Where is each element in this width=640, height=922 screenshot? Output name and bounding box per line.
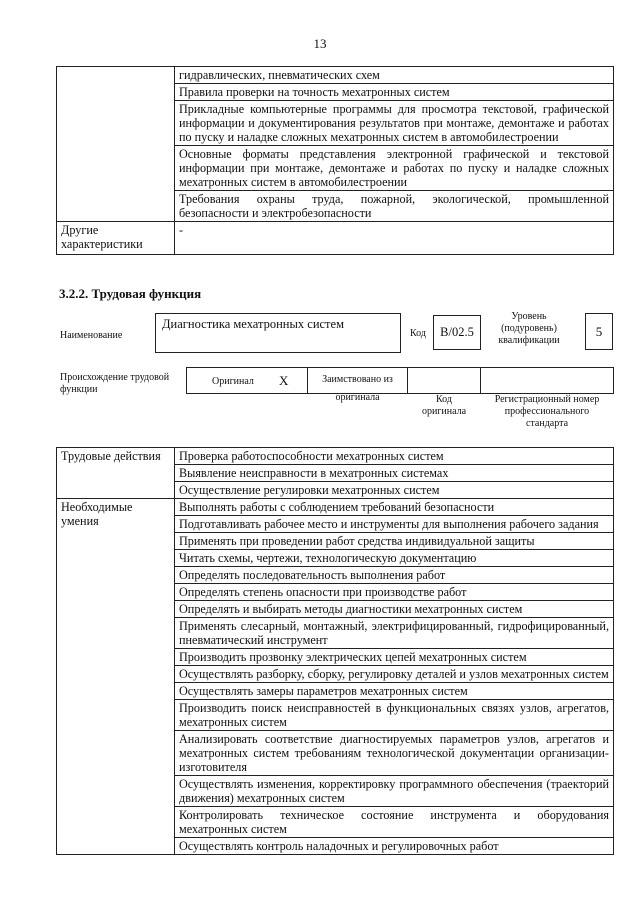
skill-row: Применять слесарный, монтажный, электрифицированный, гидрофицированный, пневматический инструмент	[175, 618, 614, 649]
code-caption: Код оригинала	[421, 394, 467, 417]
skill-row: Осуществлять контроль наладочных и регулировочных работ	[175, 838, 614, 855]
skills-label: Необходимые умения	[57, 499, 175, 855]
skill-row: Осуществлять изменения, корректировку программного обеспечения (траекторий движения) мехатронных систем	[175, 776, 614, 807]
knowledge-row: Основные форматы представления электронной графической и текстовой информации при монтаже, демонтаже и работах по пуску и наладке сложных мехатронных систем в автомобилестроении	[175, 146, 614, 191]
origin-label: Происхождение трудовой функции	[60, 372, 170, 395]
skill-row: Осуществлять разборку, сборку, регулировку деталей и узлов мехатронных систем	[175, 666, 614, 683]
skill-row: Определять степень опасности при производстве работ	[175, 584, 614, 601]
skill-row: Определять последовательность выполнения работ	[175, 567, 614, 584]
skill-row: Осуществлять замеры параметров мехатронных систем	[175, 683, 614, 700]
section-title: 3.2.2. Трудовая функция	[59, 286, 202, 301]
skill-row: Контролировать техническое состояние инструмента и оборудования мехатронных систем	[175, 807, 614, 838]
other-characteristics-label: Другие характеристики	[57, 222, 175, 255]
function-details-table	[56, 447, 614, 855]
code-box	[433, 315, 481, 350]
function-name-box	[155, 313, 401, 353]
origin-reg-cell	[480, 367, 614, 394]
original-mark: X	[279, 373, 289, 388]
origin-code-cell	[407, 367, 481, 394]
action-row: Осуществление регулировки мехатронных систем	[175, 482, 614, 499]
skill-row: Производить поиск неисправностей в функциональных связях узлов, агрегатов, мехатронных систем	[175, 700, 614, 731]
skill-row: Определять и выбирать методы диагностики мехатронных систем	[175, 601, 614, 618]
skill-row: Читать схемы, чертежи, технологическую документацию	[175, 550, 614, 567]
skill-row: Выполнять работы с соблюдением требований безопасности	[175, 499, 614, 516]
original-label: Оригинал	[212, 376, 254, 387]
knowledge-table	[56, 66, 614, 255]
actions-label: Трудовые действия	[57, 448, 175, 499]
skill-row: Анализировать соответствие диагностируемых параметров узлов, агрегатов и мехатронных систем требованиям технологической документации организации-изготовителя	[175, 731, 614, 776]
skill-row: Производить прозвонку электрических цепей мехатронных систем	[175, 649, 614, 666]
action-row: Проверка работоспособности мехатронных систем	[175, 448, 614, 465]
skill-row: Применять при проведении работ средства индивидуальной защиты	[175, 533, 614, 550]
action-row: Выявление неисправности в мехатронных системах	[175, 465, 614, 482]
empty-label-cell	[57, 67, 175, 222]
borrowed-label: Заимствовано из оригинала	[322, 374, 393, 403]
origin-borrowed-cell	[307, 367, 408, 403]
other-characteristics-value: -	[175, 222, 614, 255]
knowledge-row: Требования охраны труда, пожарной, экологической, промышленной безопасности и электробезопасности	[175, 191, 614, 222]
level-value: 5	[595, 324, 603, 339]
function-name-value: Диагностика мехатронных систем	[162, 317, 344, 331]
knowledge-row: Правила проверки на точность мехатронных систем	[175, 84, 614, 101]
knowledge-row: Прикладные компьютерные программы для просмотра текстовой, графической информации и документирования результатов при монтаже, демонтаже и работах по пуску и наладке сложных мехатронных систем в автомобилестроении	[175, 101, 614, 146]
knowledge-row: гидравлических, пневматических схем	[175, 67, 614, 84]
level-box	[585, 313, 613, 350]
origin-original-cell	[186, 367, 308, 394]
code-value: B/02.5	[440, 325, 474, 339]
level-label: Уровень (подуровень) квалификации	[498, 311, 560, 346]
name-label: Наименование	[60, 330, 123, 341]
reg-caption: Регистрационный номер профессионального стандарта	[494, 394, 600, 429]
code-label: Код	[410, 328, 426, 339]
page-number: 13	[313, 36, 327, 51]
skill-row: Подготавливать рабочее место и инструменты для выполнения рабочего задания	[175, 516, 614, 533]
